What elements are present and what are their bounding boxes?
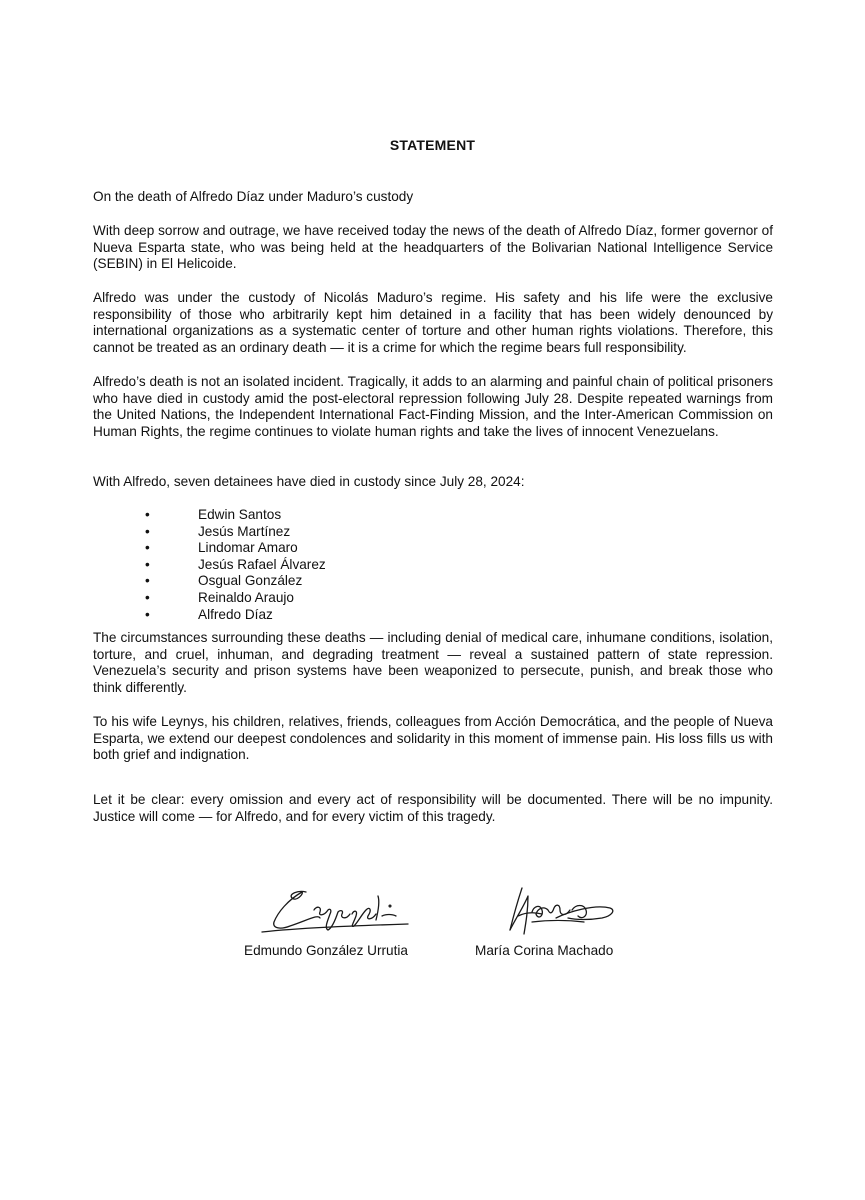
list-item <box>145 573 326 590</box>
paragraph-6 <box>93 714 773 764</box>
list-item <box>145 507 326 524</box>
detainee-name: Alfredo Díaz <box>198 606 273 622</box>
detainee-list <box>145 507 326 623</box>
list-item <box>145 540 326 557</box>
signature-edmundo-gonzalez <box>258 880 423 940</box>
paragraph-text: Alfredo’s death is not an isolated incident. Tragically, it adds to an alarming and painful chain of political prisoners who have died in custody amid the post-electoral repression following July 28. Despite repeated warnings from the United Nations, the Independent International Fact-Finding Mission, and the Inter-American Commission on Human Rights, the regime continues to violate human rights and take the lives of innocent Venezuelans. <box>93 374 773 439</box>
detainee-name: Jesús Rafael Álvarez <box>198 556 326 572</box>
detainee-name: Jesús Martínez <box>198 523 291 539</box>
document-title: STATEMENT <box>389 137 476 153</box>
paragraph-text: Alfredo was under the custody of Nicolás Maduro’s regime. His safety and his life were the exclusive responsibility of those who arbitrarily kept him detained in a facility that has been widely denounced by international organizations as a systematic center of torture and other human rights violations. Therefore, this cannot be treated as an ordinary death — it is a crime for which the regime bears full responsibility. <box>93 290 773 355</box>
detainee-name: Osgual González <box>198 573 303 589</box>
paragraph-4 <box>93 474 773 491</box>
paragraph-2 <box>93 290 773 356</box>
bullet-icon: • <box>145 606 150 622</box>
subtitle-text: On the death of Alfredo Díaz under Maduro’s custody <box>93 189 414 204</box>
bullet-icon: • <box>145 573 150 589</box>
signature-maria-corina-machado <box>498 882 618 944</box>
detainee-name: Edwin Santos <box>198 507 282 522</box>
bullet-icon: • <box>145 523 150 539</box>
detainee-name: Reinaldo Araujo <box>198 589 294 605</box>
paragraph-text: To his wife Leynys, his children, relatives, friends, colleagues from Acción Democrática, and the people of Nueva Esparta, we extend our deepest condolences and solidarity in this moment of immense pain. His loss fills us with both grief and indignation. <box>93 714 773 763</box>
paragraph-text: With Alfredo, seven detainees have died in custody since July 28, 2024: <box>93 474 525 489</box>
list-item <box>145 590 326 607</box>
list-item <box>145 607 326 624</box>
paragraph-1 <box>93 223 773 273</box>
subtitle <box>93 189 773 206</box>
paragraph-5 <box>93 630 773 696</box>
paragraph-text: Let it be clear: every omission and every act of responsibility will be documented. There will be no impunity. Justice will come — for Alfredo, and for every victim of this tragedy. <box>93 792 773 824</box>
bullet-icon: • <box>145 589 150 605</box>
paragraph-text: The circumstances surrounding these deaths — including denial of medical care, inhumane conditions, isolation, torture, and cruel, inhuman, and degrading treatment — reveal a sustained pattern of state repression. Venezuela’s security and prison systems have been weaponized to persecute, punish, and break those who think differently. <box>93 630 773 695</box>
paragraph-3 <box>93 374 773 440</box>
bullet-icon: • <box>145 540 150 556</box>
paragraph-7 <box>93 792 773 825</box>
list-item <box>145 557 326 574</box>
signatory-name: María Corina Machado <box>475 943 614 958</box>
bullet-icon: • <box>145 507 150 522</box>
paragraph-text: With deep sorrow and outrage, we have received today the news of the death of Alfredo Díaz, former governor of Nueva Esparta state, who was being held at the headquarters of the Bolivarian National Intelligence Service (SEBIN) in El Helicoide. <box>93 223 773 272</box>
detainee-name: Lindomar Amaro <box>198 540 298 556</box>
list-item <box>145 524 326 541</box>
bullet-icon: • <box>145 556 150 572</box>
signatory-name: Edmundo González Urrutia <box>244 943 408 958</box>
